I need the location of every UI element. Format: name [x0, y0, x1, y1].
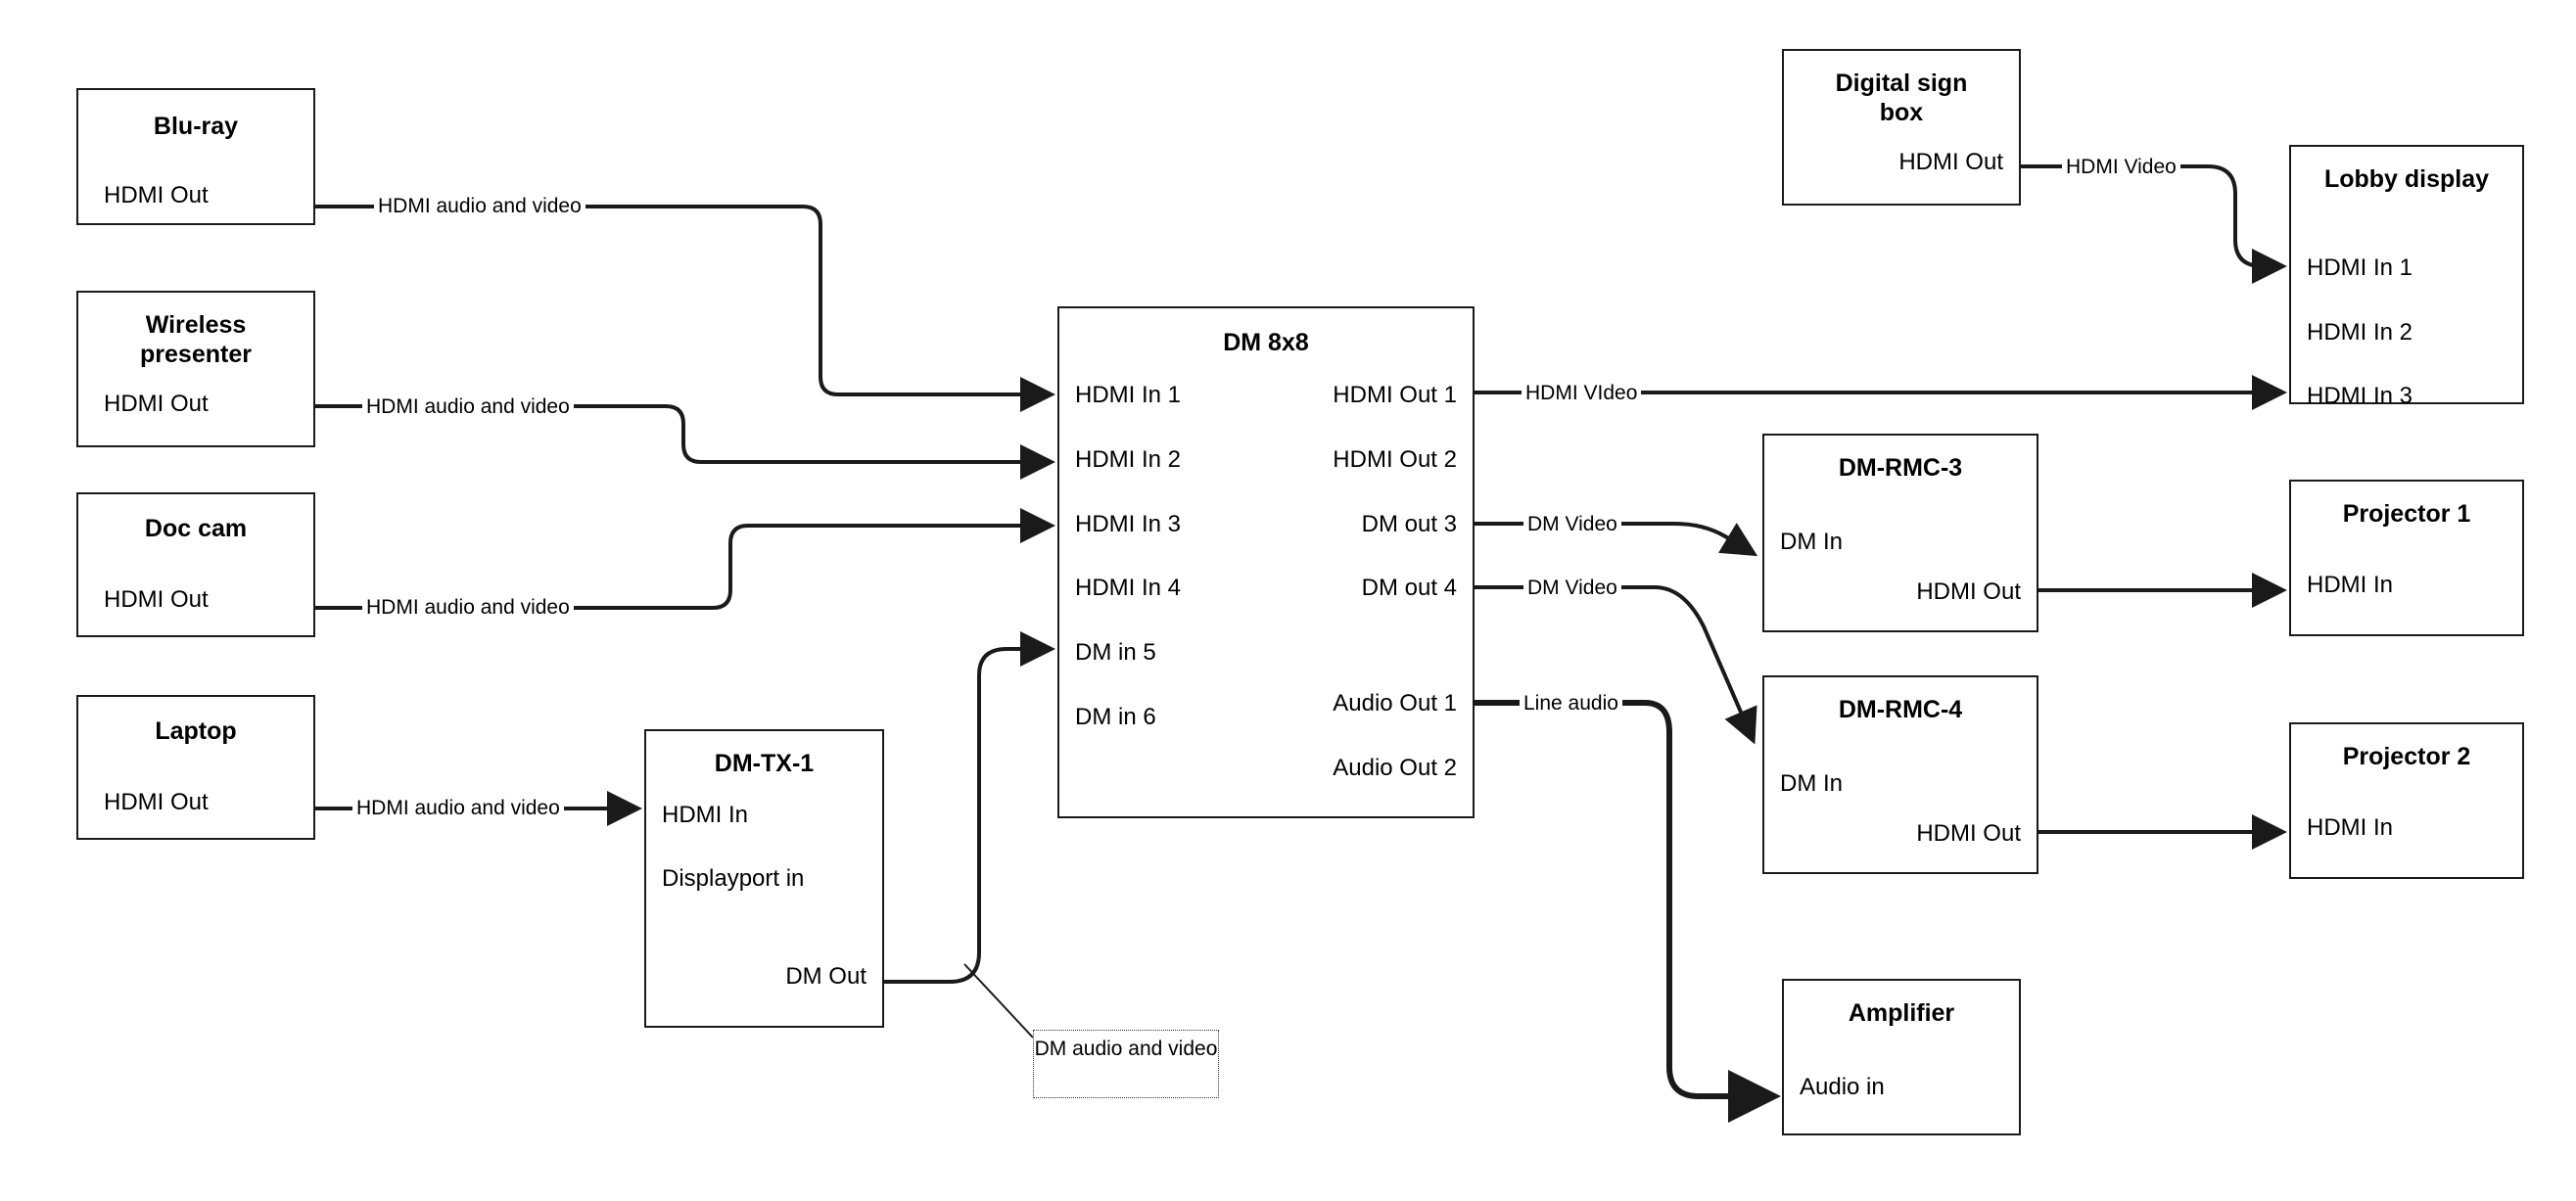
node-lobby-display-title: Lobby display [2323, 165, 2490, 193]
node-digital-sign-box-title: Digital sign box [1835, 69, 1968, 126]
node-dm-8x8[interactable] [1057, 306, 1475, 818]
node-dm-tx-1-title: DM-TX-1 [714, 750, 815, 777]
node-dm-tx-1-port-hdmi-in[interactable]: HDMI In [662, 802, 749, 828]
node-doc-cam-port-hdmi-out[interactable]: HDMI Out [104, 586, 209, 613]
node-dm-rmc-4-port-dm-in[interactable]: DM In [1780, 770, 1844, 797]
node-dm-8x8-port-audio-out-2[interactable]: Audio Out 2 [1333, 755, 1457, 781]
node-bluray[interactable] [76, 88, 315, 225]
edge-label-dm-out4-to-rmc4: DM Video [1523, 576, 1621, 600]
node-dm-tx-1-port-displayport-in[interactable]: Displayport in [662, 865, 805, 892]
wire-sign-to-lobby [2020, 166, 2281, 266]
wire-dmtx1-to-dm8x8 [884, 649, 1050, 982]
node-dm-8x8-port-audio-out-1[interactable]: Audio Out 1 [1333, 690, 1457, 716]
note-dm-audio-and-video: DM audio and video [1033, 1030, 1219, 1098]
node-dm-8x8-port-hdmi-out-1[interactable]: HDMI Out 1 [1333, 382, 1457, 408]
wire-dm8x8-out4-to-rmc4 [1475, 587, 1753, 739]
node-projector-1[interactable] [2289, 480, 2524, 636]
node-dm-8x8-port-dm-in-5[interactable]: DM in 5 [1075, 639, 1156, 666]
wire-bluray-to-dm8x8 [315, 207, 1050, 394]
node-laptop-port-hdmi-out[interactable]: HDMI Out [104, 789, 209, 815]
node-projector-2[interactable] [2289, 722, 2524, 879]
wire-dm8x8-audio1-to-amplifier [1475, 703, 1772, 1096]
node-dm-rmc-3-title: DM-RMC-3 [1838, 454, 1963, 482]
node-dm-8x8-port-dm-out-4[interactable]: DM out 4 [1361, 575, 1457, 601]
edge-label-dm-audio1-to-amp: Line audio [1520, 691, 1622, 716]
edge-label-bluray-to-dm: HDMI audio and video [374, 194, 585, 218]
node-wireless-presenter[interactable] [76, 291, 315, 447]
edge-label-sign-to-lobby: HDMI Video [2062, 155, 2180, 179]
node-bluray-port-hdmi-out[interactable]: HDMI Out [104, 182, 209, 208]
edge-label-dm-out3-to-rmc3: DM Video [1523, 512, 1621, 536]
edge-label-laptop-to-tx: HDMI audio and video [352, 796, 564, 820]
node-wireless-presenter-title: Wireless presenter [140, 311, 252, 368]
node-dm-tx-1[interactable] [644, 729, 884, 1028]
node-digital-sign-box-port-hdmi-out[interactable]: HDMI Out [1898, 149, 2003, 175]
node-projector-1-title: Projector 1 [2342, 500, 2471, 528]
node-dm-rmc-4[interactable] [1762, 675, 2038, 874]
node-doc-cam-title: Doc cam [144, 515, 248, 542]
node-wireless-presenter-port-hdmi-out[interactable]: HDMI Out [104, 391, 209, 417]
node-projector-1-port-hdmi-in[interactable]: HDMI In [2307, 572, 2394, 598]
node-dm-rmc-3-port-hdmi-out[interactable]: HDMI Out [1916, 578, 2021, 605]
node-digital-sign-box[interactable] [1782, 49, 2021, 206]
node-lobby-display[interactable] [2289, 145, 2524, 409]
node-projector-2-port-hdmi-in[interactable]: HDMI In [2307, 814, 2394, 841]
node-dm-8x8-port-hdmi-in-3[interactable]: HDMI In 3 [1075, 511, 1182, 537]
edge-label-dm-out1-to-lobby: HDMI VIdeo [1522, 381, 1641, 405]
wire-note-leader [964, 964, 1033, 1038]
node-laptop[interactable] [76, 695, 315, 840]
node-amplifier-port-audio-in[interactable]: Audio in [1800, 1074, 1885, 1100]
node-doc-cam[interactable] [76, 492, 315, 637]
node-lobby-display-port-hdmi-in-3[interactable]: HDMI In 3 [2307, 383, 2413, 409]
node-lobby-display-port-hdmi-in-2[interactable]: HDMI In 2 [2307, 319, 2413, 346]
node-dm-rmc-4-title: DM-RMC-4 [1838, 696, 1963, 723]
node-amplifier-title: Amplifier [1848, 999, 1955, 1027]
node-dm-tx-1-port-dm-out[interactable]: DM Out [785, 963, 866, 990]
node-dm-rmc-4-port-hdmi-out[interactable]: HDMI Out [1916, 820, 2021, 847]
node-amplifier[interactable] [1782, 979, 2021, 1135]
node-dm-8x8-port-hdmi-out-2[interactable]: HDMI Out 2 [1333, 446, 1457, 473]
node-dm-rmc-3-port-dm-in[interactable]: DM In [1780, 529, 1844, 555]
node-lobby-display-port-hdmi-in-1[interactable]: HDMI In 1 [2307, 254, 2413, 281]
node-projector-2-title: Projector 2 [2342, 743, 2471, 770]
node-dm-8x8-port-dm-in-6[interactable]: DM in 6 [1075, 704, 1156, 730]
node-dm-8x8-port-hdmi-in-2[interactable]: HDMI In 2 [1075, 446, 1182, 473]
node-dm-8x8-port-hdmi-in-1[interactable]: HDMI In 1 [1075, 382, 1182, 408]
node-dm-8x8-port-dm-out-3[interactable]: DM out 3 [1361, 511, 1457, 537]
node-dm-rmc-3[interactable] [1762, 434, 2038, 632]
node-bluray-title: Blu-ray [153, 113, 239, 140]
edge-label-doccam-to-dm: HDMI audio and video [362, 595, 574, 620]
node-dm-8x8-title: DM 8x8 [1223, 329, 1309, 356]
edge-label-wireless-to-dm: HDMI audio and video [362, 394, 574, 419]
node-dm-8x8-port-hdmi-in-4[interactable]: HDMI In 4 [1075, 575, 1182, 601]
node-laptop-title: Laptop [155, 717, 237, 745]
